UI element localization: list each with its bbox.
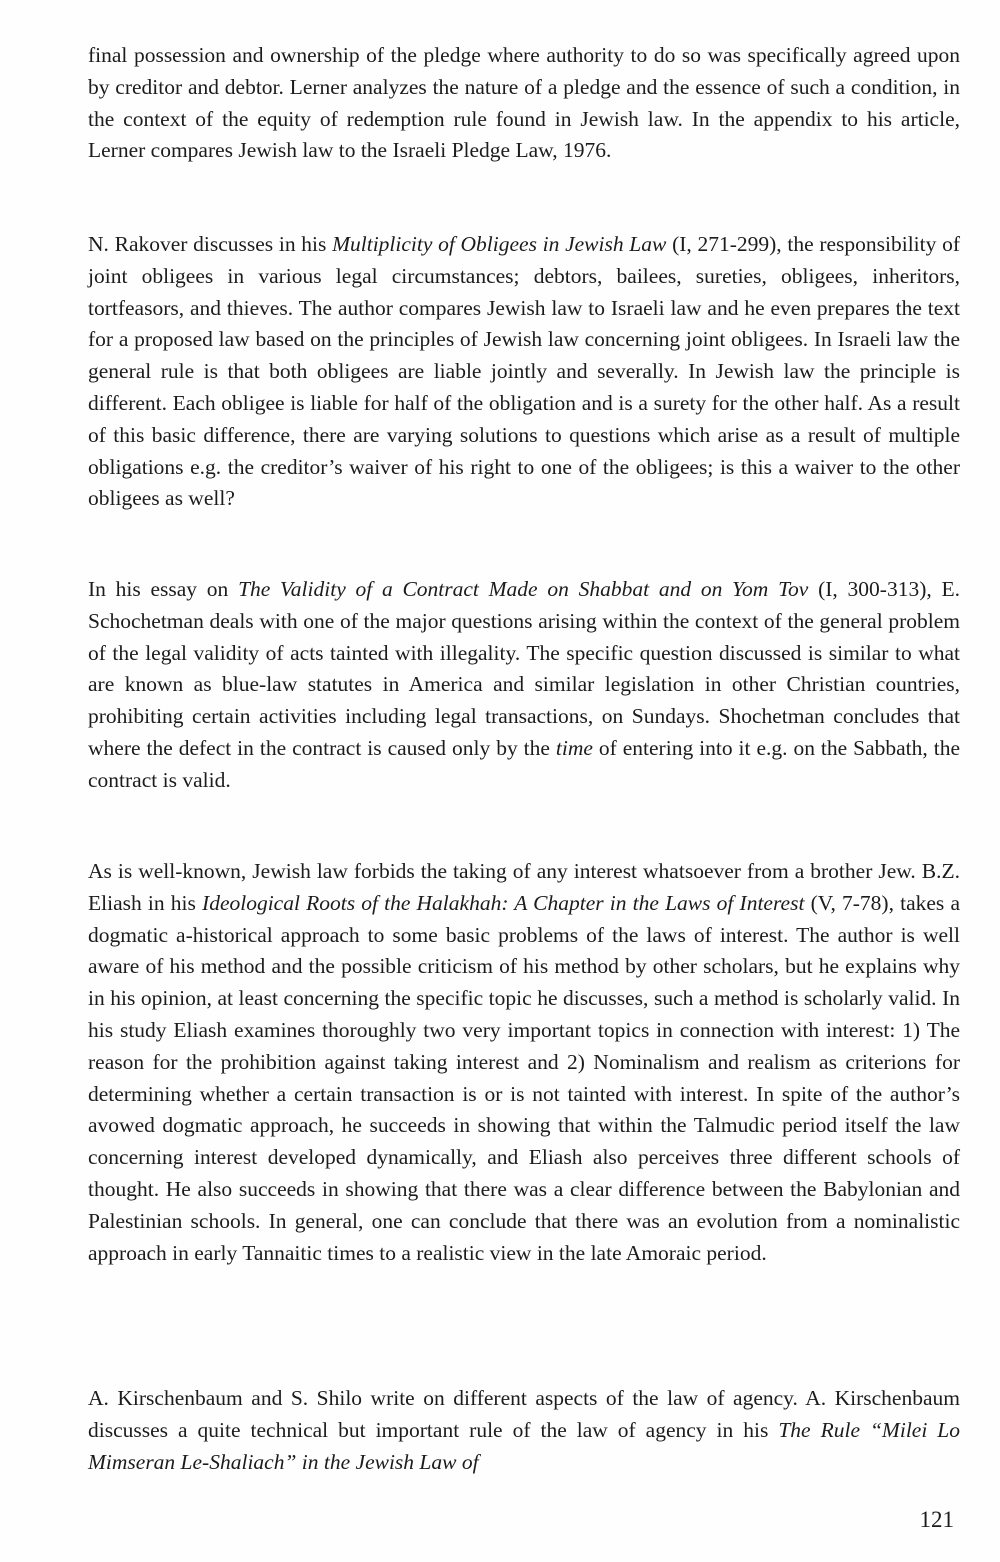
cited-title: The Validity of a Contract Made on Shabbat and on Yom Tov	[238, 577, 809, 601]
text-run: A. Kirschenbaum and S. Shilo write on different aspects of the law of agency. A. Kirschenbaum discusses a quite technical but important rule of the law of agency in his	[88, 1386, 960, 1442]
text-run: (I, 300-313), E. Schochetman deals with one of the major questions arising within the context of the general problem of the legal validity of acts tainted with illegality. The specific question discussed is similar to what are known as blue-law statutes in America and similar legislation in other Christian countries, prohibiting certain activities including legal transactions, on Sundays. Shochetman concludes that where the defect in the contract is caused only by the	[88, 577, 960, 760]
text-run: (V, 7-78), takes a dogmatic a-historical approach to some basic problems of the laws of interest. The author is well aware of his method and the possible criticism of his method by other scholars, but he explains why in his opinion, at least concerning the specific topic he discusses, such a method is scholarly valid. In his study Eliash examines thoroughly two very important topics in connection with interest: 1) The reason for the prohibition against taking interest and 2) Nominalism and realism as criterions for determining whether a certain transaction is or is not tainted with interest. In spite of the author’s avowed dogmatic approach, he succeeds in showing that within the Talmudic period itself the law concerning interest developed dynamically, and Eliash also perceives three different schools of thought. He also succeeds in showing that there was a clear difference between the Babylonian and Palestinian schools. In general, one can conclude that there was an evolution from a nominalistic approach in early Tannaitic times to a realistic view in the late Amoraic period.	[88, 890, 960, 1265]
cited-title: time	[555, 735, 593, 760]
paragraph-shabbat-contract	[88, 574, 960, 797]
paragraph-laws-of-interest	[88, 856, 960, 1269]
paragraph-law-of-agency	[88, 1383, 960, 1478]
cited-title: The Rule “Milei Lo Mimseran Le-Shaliach” in the Jewish Law of	[88, 1417, 961, 1474]
text-run: (I, 271-299), the responsibility of joint obligees in various legal circumstances; debtors, bailees, sureties, obligees, inheritors, tortfeasors, and thieves. The author compares Jewish law to Israeli law and he even prepares the text for a proposed law based on the principles of Jewish law concerning joint obligees. In Israeli law the general rule is that both obligees are liable jointly and severally. In Jewish law the principle is different. Each obligee is liable for half of the obligation and is a surety for the other half. As a result of this basic difference, there are varying solutions to questions which arise as a result of multiple obligations e.g. the creditor’s waiver of his right to one of the obligees; is this a waiver to the other obligees as well?	[88, 232, 960, 511]
page-number: 121	[919, 1507, 954, 1532]
text-run: N. Rakover discusses in his	[88, 232, 333, 256]
cited-title: Multiplicity of Obligees in Jewish Law	[332, 232, 667, 256]
text-run: As is well-known, Jewish law forbids the taking of any interest whatsoever from a brother Jew. B.Z. Eliash in his	[88, 859, 960, 915]
paragraph-joint-obligees	[88, 229, 960, 515]
cited-title: Ideological Roots of the Halakhah: A Chapter in the Laws of Interest	[202, 890, 805, 915]
text-run: In his essay on	[88, 577, 239, 601]
text-run: final possession and ownership of the pledge where authority to do so was specifically agreed upon by creditor and debtor. Lerner analyzes the nature of a pledge and the essence of such a condition, in the context of the equity of redemption rule found in Jewish law. In the appendix to his article, Lerner compares Jewish law to the Israeli Pledge Law, 1976.	[88, 43, 960, 163]
text-run: of entering into it e.g. on the Sabbath, the contract is valid.	[88, 735, 960, 792]
paragraph-pledge-law	[88, 40, 960, 167]
